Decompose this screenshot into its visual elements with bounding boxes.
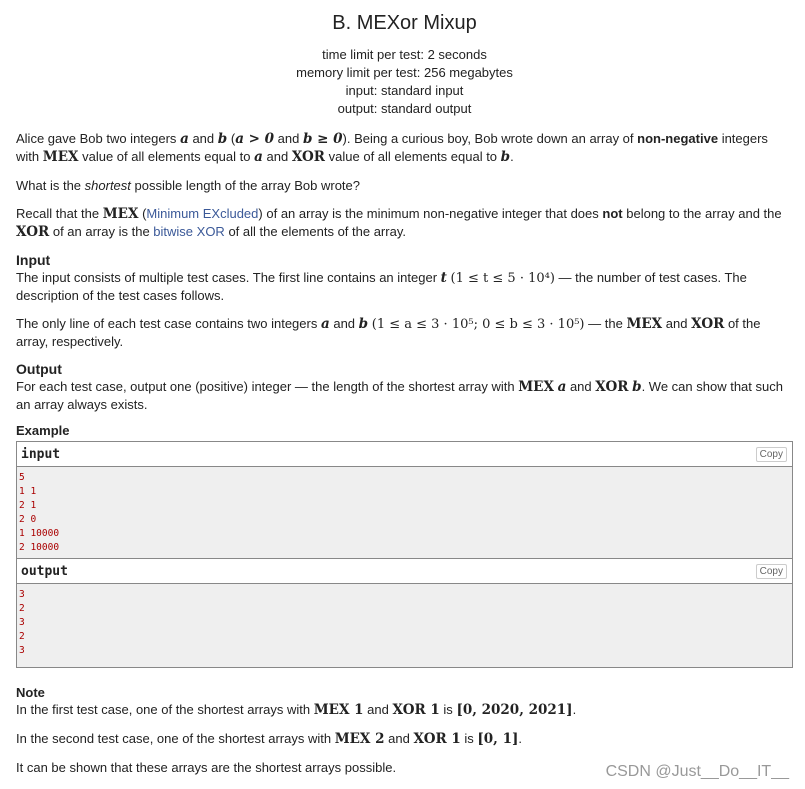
math-mex: MEX xyxy=(518,379,554,395)
output-line: 2 xyxy=(19,603,25,614)
text: and xyxy=(569,379,592,394)
text: value of all elements equal to xyxy=(328,149,498,164)
input-line: 5 xyxy=(19,472,25,483)
text: . xyxy=(510,149,514,164)
input-line: 2 0 xyxy=(19,514,37,525)
text: of an array is the xyxy=(52,224,150,239)
input-paragraph-1 xyxy=(16,269,793,304)
math-mex: MEX xyxy=(102,206,139,222)
copy-output-button[interactable]: Copy xyxy=(756,564,787,579)
minimum-excluded-link[interactable]: Minimum EXcluded xyxy=(146,206,259,221)
text: of an array is the minimum non-negative integer that does xyxy=(266,206,599,221)
math-xor1: XOR 1 xyxy=(392,702,440,718)
text: possible length of the array Bob wrote? xyxy=(134,178,360,193)
bold-text: non-negative xyxy=(637,131,719,146)
math-xor: XOR xyxy=(595,379,629,395)
math-b-ge0: b ≥ 0 xyxy=(303,131,343,147)
math-b: b xyxy=(632,379,642,395)
input-line: 1 10000 xyxy=(19,528,60,539)
problem-page xyxy=(16,0,793,787)
input-label: input xyxy=(21,446,61,462)
text: integers with xyxy=(16,131,768,164)
math-a-gt0: a > 0 xyxy=(235,131,275,147)
output-line: 3 xyxy=(19,589,25,600)
text: and xyxy=(277,131,300,146)
math-array-2: [0, 1] xyxy=(477,731,519,747)
input-paragraph-2 xyxy=(16,315,793,350)
statement-paragraph-1 xyxy=(16,130,793,166)
text: . xyxy=(518,731,522,746)
bold-text: not xyxy=(602,206,623,221)
memory-limit: memory limit per test: 256 megabytes xyxy=(296,65,513,80)
output-spec: output: standard output xyxy=(337,101,472,116)
math-t: t xyxy=(440,270,447,286)
input-spec: input: standard input xyxy=(345,83,464,98)
text: belong to the array and the xyxy=(626,206,782,221)
math-mex2: MEX 2 xyxy=(334,731,385,747)
output-section-title: Output xyxy=(16,361,62,377)
text: and xyxy=(388,731,410,746)
watermark: CSDN @Just__Do__IT__ xyxy=(605,763,789,780)
input-sample xyxy=(17,467,792,559)
output-label: output xyxy=(21,563,68,579)
math-t-range: (1 ≤ t ≤ 5 · 10⁴) xyxy=(450,271,555,286)
input-line: 2 1 xyxy=(19,500,37,511)
problem-title: B. MEXor Mixup xyxy=(332,12,477,34)
copy-input-button[interactable]: Copy xyxy=(756,447,787,462)
text: . xyxy=(572,702,577,717)
text: is xyxy=(464,731,474,746)
text: What is the xyxy=(16,178,82,193)
output-line: 3 xyxy=(19,617,25,628)
text: Recall that the xyxy=(16,206,100,221)
text: . We can show that such an array always exists. xyxy=(16,379,783,412)
text: In the first test case, one of the shortest arrays with xyxy=(16,702,311,717)
output-sample xyxy=(17,584,792,667)
text: Alice gave Bob two integers xyxy=(16,131,177,146)
note-paragraph-2 xyxy=(16,730,793,748)
output-line: 3 xyxy=(19,645,25,656)
text: The only line of each test case contains two integers xyxy=(16,316,318,331)
text: — the xyxy=(588,316,623,331)
math-a: a xyxy=(254,149,263,165)
math-a: a xyxy=(320,316,330,332)
text: of the array, respectively. xyxy=(16,316,761,349)
math-b: b xyxy=(358,316,369,332)
limits-block xyxy=(16,46,793,118)
math-a: a xyxy=(557,379,567,395)
text: and xyxy=(192,131,215,146)
note-paragraph-1 xyxy=(16,701,793,719)
note-title: Note xyxy=(16,685,45,700)
statement-paragraph-3: Recall that the MEX (Minimum EXcluded) of an array is the minimum non-negative integer that does not belong to the array and the XOR of an array is the bitwise XOR of all the elements of the array. xyxy=(16,206,782,240)
math-mex: MEX xyxy=(626,316,663,332)
math-array-1: [0, 2020, 2021] xyxy=(456,702,573,718)
output-header xyxy=(17,559,792,584)
statement-paragraph-2 xyxy=(16,177,793,194)
statement xyxy=(16,130,793,241)
input-line: 1 1 xyxy=(19,486,37,497)
text: and xyxy=(333,316,356,331)
math-ab-range: (1 ≤ a ≤ 3 · 10⁵; 0 ≤ b ≤ 3 · 10⁵) xyxy=(371,317,585,332)
text: is xyxy=(443,702,453,717)
text: and xyxy=(266,149,289,164)
time-limit: time limit per test: 2 seconds xyxy=(322,47,487,62)
text: For each test case, output one (positive) integer — the length of the shortest array with xyxy=(16,379,515,394)
math-xor2: XOR 1 xyxy=(413,731,461,747)
text: — the number of test cases. The description of the test cases follows. xyxy=(16,270,747,303)
note-paragraph-3: It can be shown that these arrays are the shortest arrays possible. xyxy=(16,760,397,775)
example-title: Example xyxy=(16,423,70,438)
output-line: 2 xyxy=(19,631,25,642)
text: of all the elements of the array. xyxy=(228,224,406,239)
output-paragraph-1 xyxy=(16,378,793,413)
math-mex1: MEX 1 xyxy=(313,702,364,718)
bitwise-xor-link[interactable]: bitwise XOR xyxy=(153,224,225,239)
text: and xyxy=(367,702,389,717)
example-block xyxy=(16,441,793,668)
text: In the second test case, one of the shortest arrays with xyxy=(16,731,332,746)
math-xor: XOR xyxy=(691,316,725,332)
input-section-title: Input xyxy=(16,252,51,268)
text: value of all elements equal to xyxy=(82,149,251,164)
input-header xyxy=(17,442,792,467)
text: and xyxy=(665,316,688,331)
math-b: b xyxy=(217,131,228,147)
math-a: a xyxy=(180,131,189,147)
text: The input consists of multiple test cases. The first line contains an integer xyxy=(16,270,438,285)
math-mex: MEX xyxy=(42,149,79,165)
emphasis-text: shortest xyxy=(84,178,131,193)
math-xor: XOR xyxy=(291,149,326,165)
text: ). Being a curious boy, Bob wrote down an array of xyxy=(342,131,634,146)
input-line: 2 10000 xyxy=(19,542,60,553)
math-b: b xyxy=(500,149,511,165)
math-xor: XOR xyxy=(16,224,50,240)
text: ( xyxy=(230,131,236,146)
